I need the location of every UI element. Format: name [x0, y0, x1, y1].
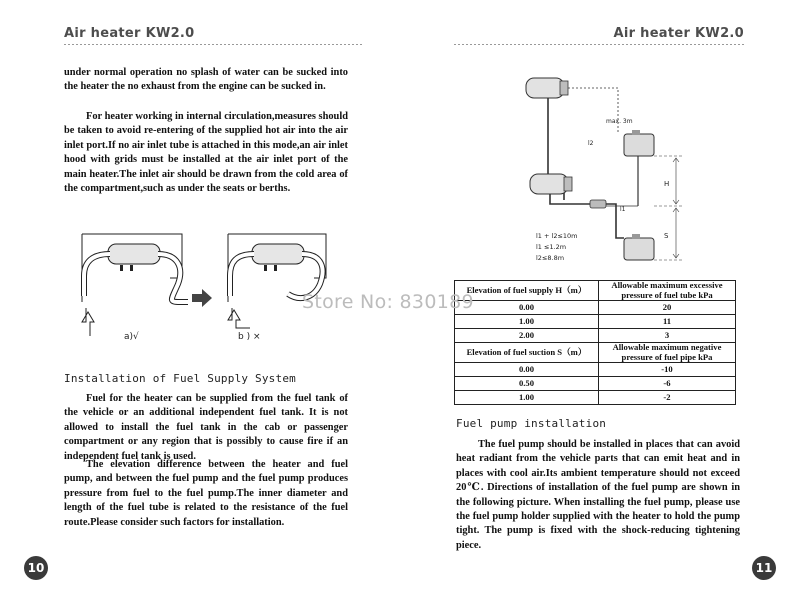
- left-section-title: Installation of Fuel Supply System: [64, 372, 296, 385]
- diagram-spec-2: l1 ≤1.2m: [536, 243, 567, 251]
- left-paragraph-2: For heater working in internal circulation,measures should be taken to avoid re-entering of the supplied hot air into the air inlet port.If no air inlet tube is attached in this mode,an air inlet hood with grids must be installed at the air inlet port of the main heater.The inlet air should be drawn from the cold area of the compartment,such as under the seats or berths.: [64, 111, 348, 195]
- table-header-cell: Elevation of fuel suction S（m）: [455, 343, 599, 363]
- table-row: [455, 377, 736, 391]
- table-header-cell: Elevation of fuel supply H（m）: [455, 281, 599, 301]
- table-cell: 1.00: [455, 391, 599, 405]
- right-page-number: 11: [752, 556, 776, 580]
- table-row: [455, 329, 736, 343]
- figure-label-a: a)√: [124, 332, 139, 342]
- lower-fuel-tank-icon: [624, 234, 654, 260]
- table-cell: -6: [599, 377, 736, 391]
- diagram-label-l2-pipe: l2: [588, 140, 594, 147]
- upper-fuel-tank-icon: [624, 130, 654, 156]
- diagram-label-max: max. 3m: [606, 118, 633, 125]
- diagram-spec-3: l2≤8.8m: [536, 254, 565, 262]
- fuel-system-diagram: [520, 72, 692, 272]
- diagram-label-S: S: [664, 232, 669, 240]
- table-row: [455, 391, 736, 405]
- left-header-title: Air heater KW2.0: [64, 26, 195, 41]
- left-header-rule: [64, 44, 364, 45]
- table-cell: 0.00: [455, 363, 599, 377]
- table-row: [455, 363, 736, 377]
- lower-heater-icon: [530, 174, 572, 194]
- left-paragraph-1: under normal operation no splash of water can be sucked into the heater the no exhaust from the engine can be sucked in.: [64, 67, 348, 93]
- right-page-header: [454, 22, 744, 46]
- left-page-number: 10: [24, 556, 48, 580]
- table-header-cell: Allowable maximum excessive pressure of fuel tube kPa: [599, 281, 736, 301]
- table-row: [455, 315, 736, 329]
- table-cell: -10: [599, 363, 736, 377]
- diagram-label-l1-pipe: l1: [620, 206, 626, 213]
- right-header-title: Air heater KW2.0: [613, 26, 744, 41]
- table-header-cell: Allowable maximum negative pressure of fuel pipe kPa: [599, 343, 736, 363]
- table-cell: 0.50: [455, 377, 599, 391]
- table-cell: 3: [599, 329, 736, 343]
- table-cell: -2: [599, 391, 736, 405]
- fuel-pressure-table: [454, 280, 736, 405]
- left-paragraph-3: Fuel for the heater can be supplied from the fuel tank of the vehicle or an additional independent fuel tank. It is not allowed to install the fuel tank in the cab or passenger compartment or any region that is possibly to cause fire if an independent fuel tank is used.: [64, 393, 348, 462]
- table-header-row: [455, 343, 736, 363]
- right-section-title: Fuel pump installation: [456, 417, 607, 430]
- table-header-row: [455, 281, 736, 301]
- upper-heater-icon: [526, 78, 568, 98]
- left-page-header: [64, 22, 364, 46]
- table-cell: 20: [599, 301, 736, 315]
- table-cell: 0.00: [455, 301, 599, 315]
- fuel-pump-icon: [590, 200, 606, 208]
- figure-a-correct: [82, 234, 188, 336]
- air-inlet-figure: [60, 232, 360, 344]
- table-cell: 11: [599, 315, 736, 329]
- table-row: [455, 301, 736, 315]
- right-header-rule: [454, 44, 744, 45]
- figure-label-b: b ) ×: [238, 332, 261, 342]
- store-watermark: Store No: 830189: [302, 291, 474, 313]
- table-cell: 1.00: [455, 315, 599, 329]
- figure-arrow-icon: [192, 289, 212, 307]
- diagram-spec-1: l1 + l2≤10m: [536, 232, 578, 240]
- right-paragraph-1: The fuel pump should be installed in places that can avoid heat radiant from the vehicle parts that can emit heat and in places with cool air.Its ambient temperature should not exceed 20℃. Directions of installation of the fuel pump are shown in the following picture. When installing the fuel pump, please use the fuel pump holder supplied with the heater to hold the pump tight. The pump is fixed with the shock-reducing tightening piece.: [456, 439, 740, 551]
- left-paragraph-4: The elevation difference between the heater and fuel pump, and between the fuel pump and the fuel pump produces pressure from fuel to the fuel pump.The inner diameter and length of the fuel tube is related to the resistance of the fuel route.Please consider such factors for installation.: [64, 459, 348, 528]
- diagram-label-H: H: [664, 180, 670, 188]
- table-cell: 2.00: [455, 329, 599, 343]
- figure-b-incorrect: [228, 234, 326, 328]
